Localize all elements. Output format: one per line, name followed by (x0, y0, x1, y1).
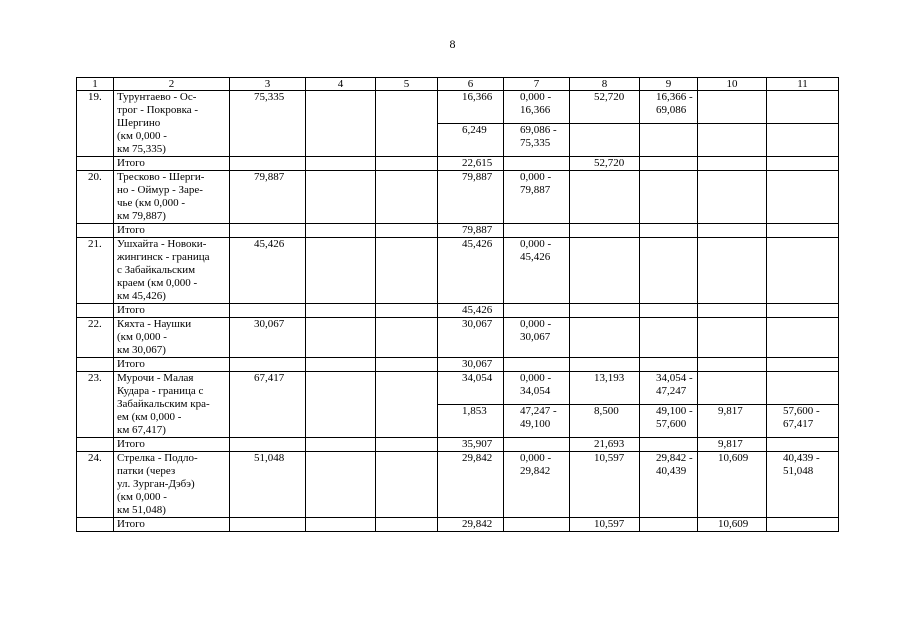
segment-range-line: 0,000 - (520, 452, 552, 464)
segment-range-line: 16,366 (520, 104, 551, 116)
cell-col5 (376, 304, 438, 318)
total-length: 22,615 (438, 157, 504, 171)
road-name-line: патки (через (117, 465, 176, 477)
total-label: Итого (114, 518, 230, 532)
cell-col9 (640, 224, 698, 238)
road-name (114, 318, 230, 358)
other-range-line: 51,048 (783, 465, 814, 477)
cell-col1 (77, 438, 114, 452)
cell-col11 (767, 438, 839, 452)
total-other-length (698, 304, 767, 318)
surface-range (640, 124, 698, 157)
total-length: 79,887 (438, 224, 504, 238)
other-range (767, 171, 839, 224)
surface-range (640, 405, 698, 438)
cell-col5 (376, 91, 438, 157)
segment-range-line: 49,100 (520, 418, 551, 430)
cell-col7 (504, 518, 570, 532)
segment-length: 45,426 (438, 238, 504, 304)
road-length: 79,887 (230, 171, 306, 224)
road-name (114, 372, 230, 438)
total-row (77, 224, 839, 238)
other-range (767, 91, 839, 124)
segment-range (504, 452, 570, 518)
total-row (77, 157, 839, 171)
other-length: 9,817 (698, 405, 767, 438)
segment-range (504, 372, 570, 405)
segment-range (504, 405, 570, 438)
cell-col4 (306, 358, 376, 372)
total-label: Итого (114, 358, 230, 372)
header-cell: 9 (640, 78, 698, 91)
road-name-line: Шергино (117, 117, 161, 129)
segment-range-line: 0,000 - (520, 171, 552, 183)
road-name-line: чье (км 0,000 - (117, 197, 186, 209)
surface-length: 10,597 (570, 452, 640, 518)
surface-range-line: 57,600 (656, 418, 687, 430)
header-cell: 4 (306, 78, 376, 91)
cell-col4 (306, 171, 376, 224)
cell-col9 (640, 438, 698, 452)
road-name (114, 452, 230, 518)
header-cell: 5 (376, 78, 438, 91)
total-length: 45,426 (438, 304, 504, 318)
road-name-line: трог - Покровка - (117, 104, 199, 116)
cell-col5 (376, 224, 438, 238)
cell-col4 (306, 318, 376, 358)
other-range-line: 40,439 - (783, 452, 820, 464)
segment-range (504, 124, 570, 157)
cell-col7 (504, 224, 570, 238)
cell-col11 (767, 157, 839, 171)
road-name-line: с Забайкальским (117, 264, 196, 276)
segment-length: 30,067 (438, 318, 504, 358)
road-length: 75,335 (230, 91, 306, 157)
total-label: Итого (114, 304, 230, 318)
row-number: 21. (77, 238, 114, 304)
cell-col9 (640, 157, 698, 171)
segment-range-line: 47,247 - (520, 405, 557, 417)
total-other-length: 10,609 (698, 518, 767, 532)
segment-length: 16,366 (438, 91, 504, 124)
header-cell: 8 (570, 78, 640, 91)
cell-col1 (77, 157, 114, 171)
surface-length (570, 171, 640, 224)
cell-col4 (306, 304, 376, 318)
cell-col7 (504, 358, 570, 372)
other-range (767, 318, 839, 358)
cell-col5 (376, 358, 438, 372)
surface-length: 52,720 (570, 91, 640, 124)
total-row (77, 304, 839, 318)
cell-col4 (306, 372, 376, 438)
total-surface-length (570, 224, 640, 238)
road-name-line: краем (км 0,000 - (117, 277, 198, 289)
cell-col3 (230, 358, 306, 372)
segment-length: 1,853 (438, 405, 504, 438)
road-name (114, 171, 230, 224)
segment-range (504, 238, 570, 304)
surface-range (640, 91, 698, 124)
surface-length (570, 124, 640, 157)
total-surface-length: 21,693 (570, 438, 640, 452)
road-name-line: км 79,887) (117, 210, 166, 222)
road-name-line: Кяхта - Наушки (117, 318, 192, 330)
cell-col1 (77, 304, 114, 318)
road-name-line: Ушхайта - Новоки- (117, 238, 207, 250)
road-name-line: км 67,417) (117, 424, 166, 436)
surface-range (640, 372, 698, 405)
surface-range-line: 40,439 (656, 465, 687, 477)
cell-col4 (306, 518, 376, 532)
cell-col3 (230, 304, 306, 318)
header-cell: 2 (114, 78, 230, 91)
segment-length: 34,054 (438, 372, 504, 405)
road-name (114, 238, 230, 304)
road-name-line: ул. Зурган-Дэбэ) (117, 478, 195, 490)
segment-range-line: 45,426 (520, 251, 551, 263)
segment-range-line: 75,335 (520, 137, 551, 149)
road-name-line: км 75,335) (117, 143, 166, 155)
total-surface-length (570, 304, 640, 318)
surface-length: 13,193 (570, 372, 640, 405)
surface-length (570, 238, 640, 304)
table-row (77, 318, 839, 358)
other-range (767, 238, 839, 304)
cell-col1 (77, 358, 114, 372)
table-row (77, 452, 839, 518)
cell-col5 (376, 372, 438, 438)
cell-col4 (306, 238, 376, 304)
total-surface-length: 52,720 (570, 157, 640, 171)
header-cell: 11 (767, 78, 839, 91)
other-length (698, 318, 767, 358)
cell-col11 (767, 304, 839, 318)
total-other-length: 9,817 (698, 438, 767, 452)
road-name-line: но - Оймур - Заре- (117, 184, 203, 196)
header-cell: 1 (77, 78, 114, 91)
road-length: 30,067 (230, 318, 306, 358)
other-range-line: 57,600 - (783, 405, 820, 417)
segment-range-line: 29,842 (520, 465, 551, 477)
segment-range-line: 34,054 (520, 385, 551, 397)
surface-range-line: 47,247 (656, 385, 687, 397)
cell-col4 (306, 452, 376, 518)
road-name-line: Забайкальским кра- (117, 398, 210, 410)
cell-col4 (306, 224, 376, 238)
table-row (77, 372, 839, 405)
road-name-line: (км 0,000 - (117, 130, 167, 142)
other-length (698, 372, 767, 405)
table-row (77, 171, 839, 224)
surface-range (640, 171, 698, 224)
cell-col3 (230, 438, 306, 452)
surface-range (640, 452, 698, 518)
segment-range-line: 30,067 (520, 331, 551, 343)
total-label: Итого (114, 438, 230, 452)
segment-length: 79,887 (438, 171, 504, 224)
cell-col9 (640, 304, 698, 318)
table-row (77, 91, 839, 124)
segment-range-line: 0,000 - (520, 238, 552, 250)
segment-range (504, 318, 570, 358)
total-row (77, 358, 839, 372)
table-row (77, 238, 839, 304)
segment-range-line: 79,887 (520, 184, 551, 196)
cell-col4 (306, 157, 376, 171)
segment-range (504, 91, 570, 124)
road-name-line: жингинск - граница (117, 251, 210, 263)
cell-col1 (77, 518, 114, 532)
road-name-line: Турунтаево - Ос- (117, 91, 197, 103)
segment-length: 29,842 (438, 452, 504, 518)
cell-col3 (230, 224, 306, 238)
road-name-line: ем (км 0,000 - (117, 411, 182, 423)
total-surface-length (570, 358, 640, 372)
total-other-length (698, 157, 767, 171)
other-range (767, 405, 839, 438)
surface-range-line: 49,100 - (656, 405, 693, 417)
cell-col9 (640, 518, 698, 532)
row-number: 19. (77, 91, 114, 157)
cell-col3 (230, 518, 306, 532)
cell-col5 (376, 318, 438, 358)
other-range (767, 124, 839, 157)
total-row (77, 518, 839, 532)
segment-range-line: 0,000 - (520, 318, 552, 330)
cell-col5 (376, 171, 438, 224)
road-name-line: Тресково - Шерги- (117, 171, 205, 183)
road-name-line: (км 0,000 - (117, 331, 167, 343)
cell-col11 (767, 358, 839, 372)
total-label: Итого (114, 157, 230, 171)
road-name-line: Мурочи - Малая (117, 372, 194, 384)
segment-range (504, 171, 570, 224)
segment-range-line: 0,000 - (520, 372, 552, 384)
other-length (698, 124, 767, 157)
cell-col5 (376, 438, 438, 452)
road-name-line: Кудара - граница с (117, 385, 204, 397)
total-length: 35,907 (438, 438, 504, 452)
row-number: 20. (77, 171, 114, 224)
total-surface-length: 10,597 (570, 518, 640, 532)
segment-range-line: 69,086 - (520, 124, 557, 136)
row-number: 24. (77, 452, 114, 518)
cell-col3 (230, 157, 306, 171)
road-name-line: км 51,048) (117, 504, 166, 516)
header-cell: 3 (230, 78, 306, 91)
surface-range-line: 29,842 - (656, 452, 693, 464)
cell-col7 (504, 304, 570, 318)
surface-range-line: 16,366 - (656, 91, 693, 103)
header-row (77, 78, 839, 91)
cell-col11 (767, 224, 839, 238)
road-name-line: Стрелка - Подло- (117, 452, 198, 464)
surface-range-line: 34,054 - (656, 372, 693, 384)
cell-col1 (77, 224, 114, 238)
total-length: 30,067 (438, 358, 504, 372)
cell-col7 (504, 438, 570, 452)
row-number: 23. (77, 372, 114, 438)
cell-col5 (376, 157, 438, 171)
page-number: 8 (449, 37, 456, 51)
road-length: 51,048 (230, 452, 306, 518)
surface-range (640, 238, 698, 304)
road-table (76, 77, 839, 532)
cell-col5 (376, 452, 438, 518)
row-number: 22. (77, 318, 114, 358)
cell-col5 (376, 238, 438, 304)
total-other-length (698, 224, 767, 238)
total-row (77, 438, 839, 452)
other-length (698, 91, 767, 124)
road-name-line: км 30,067) (117, 344, 166, 356)
segment-length: 6,249 (438, 124, 504, 157)
cell-col7 (504, 157, 570, 171)
surface-length (570, 318, 640, 358)
cell-col4 (306, 91, 376, 157)
other-length: 10,609 (698, 452, 767, 518)
road-name-line: (км 0,000 - (117, 491, 167, 503)
other-length (698, 238, 767, 304)
road-name-line: км 45,426) (117, 290, 166, 302)
other-range (767, 452, 839, 518)
segment-range-line: 0,000 - (520, 91, 552, 103)
cell-col11 (767, 518, 839, 532)
cell-col5 (376, 518, 438, 532)
other-range-line: 67,417 (783, 418, 814, 430)
header-cell: 7 (504, 78, 570, 91)
other-range (767, 372, 839, 405)
road-length: 45,426 (230, 238, 306, 304)
surface-range-line: 69,086 (656, 104, 687, 116)
road-name (114, 91, 230, 157)
cell-col4 (306, 438, 376, 452)
total-other-length (698, 358, 767, 372)
other-length (698, 171, 767, 224)
cell-col9 (640, 358, 698, 372)
surface-length: 8,500 (570, 405, 640, 438)
header-cell: 6 (438, 78, 504, 91)
total-label: Итого (114, 224, 230, 238)
surface-range (640, 318, 698, 358)
header-cell: 10 (698, 78, 767, 91)
road-length: 67,417 (230, 372, 306, 438)
total-length: 29,842 (438, 518, 504, 532)
